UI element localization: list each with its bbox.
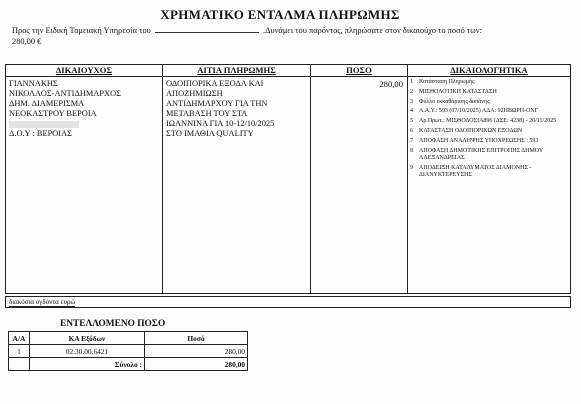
amount-value: 280,00 xyxy=(379,79,403,89)
beneficiary-line: ΓΙΑΝΝΑΚΗΣ xyxy=(9,79,58,88)
amount-in-words: διακόσια ογδόντα ευρώ xyxy=(9,298,76,306)
document-text: ΜΙΣΘΟΛΟΤΙΚΗ ΚΑΤΑΣΤΑΣΗ xyxy=(419,88,497,95)
table-row xyxy=(9,345,248,358)
document-item xyxy=(410,89,568,96)
document-title: ΧΡΗΜΑΤΙΚΟ ΕΝΤΑΛΜΑ ΠΛΗΡΩΜΗΣ xyxy=(160,7,400,22)
beneficiary-cell xyxy=(6,77,162,139)
document-item xyxy=(410,138,568,145)
cause-line: ΑΠΟΖΗΜΙΩΣΗ xyxy=(166,89,223,98)
documents-column xyxy=(408,65,570,293)
documents-list xyxy=(408,77,570,179)
document-item xyxy=(410,99,568,106)
documents-header: ΔΙΚΑΙΟΛΟΓΗΤΙΚΑ xyxy=(408,65,570,77)
document-item xyxy=(410,79,568,86)
intro-text-end: .Δυνάμει του παρόντος, πληρώσατε στον δικαιούχο το ποσό των: xyxy=(263,26,482,35)
document-number: 8 xyxy=(410,147,413,154)
cause-line: ΙΩΑΝΝΙΝΑ ΓΙΑ 10-12/10/2025 xyxy=(166,119,275,128)
document-text: Κατάσταση Πληρωμής xyxy=(419,79,475,85)
document-text: ΑΠΟΦΑΣΗ ΔΗΜΟΤΙΚΗΣ ΕΠΙΤΡΟΠΗΣ ΔΗΜΟΥ ΑΛΕΞΑΝΔΡΕΙΑΣ xyxy=(419,147,543,161)
cause-line: ΟΔΟΙΠΟΡΙΚΑ ΕΞΟΔΑ ΚΑΙ xyxy=(166,79,264,88)
main-table xyxy=(5,64,571,294)
document-number: 9 xyxy=(410,164,413,171)
cause-column xyxy=(163,65,311,293)
cause-line: ΣΤΟ ΙΜΑΘΙΑ QUALITY xyxy=(166,129,254,138)
document-item xyxy=(410,128,568,135)
budget-header-row xyxy=(9,332,248,345)
total-label: Σύνολο : xyxy=(30,358,145,371)
cause-cell xyxy=(163,77,310,139)
document-item xyxy=(410,108,568,115)
index-header: Α/Α xyxy=(9,332,30,345)
total-value: 280,00 xyxy=(145,358,248,371)
beneficiary-line: ΝΙΚΟΛΑΟΣ-ΑΝΤΙΔΗΜΑΡΧΟΣ xyxy=(9,89,122,98)
budget-table xyxy=(8,331,248,371)
document-number: 5 xyxy=(410,118,413,125)
amount-in-words-row xyxy=(5,296,571,308)
document-text: Φύλλο εκκαθάρισης δαπάνης xyxy=(419,98,490,105)
row-index: 1 xyxy=(9,345,30,358)
total-empty-cell xyxy=(9,358,30,371)
document-text: Αρ.Πρωτ.: ΜΙΣΘΟΔΟΣΙΑ896 (ΔΣΕ: 4238) - 20/11/2025 xyxy=(419,118,557,125)
expense-code-header: ΚΑ Εξόδων xyxy=(30,332,145,345)
redacted-field xyxy=(9,119,162,129)
document-number: 4 xyxy=(410,108,413,115)
cause-line: ΑΝΤΙΔΗΜΑΡΧΟΥ ΓΙΑ ΤΗΝ xyxy=(166,99,268,108)
beneficiary-line: ΝΕΟΚΑΣΤΡΟΥ ΒΕΡΟΙΑ xyxy=(9,109,97,118)
cause-header: ΑΙΤΙΑ ΠΛΗΡΩΜΗΣ xyxy=(163,65,310,77)
document-text: ΚΑΤΑΣΤΑΣΗ ΟΔΟΙΠΟΡΙΚΩΝ ΕΞΟΔΩΝ xyxy=(419,127,523,134)
row-amount: 280,00 xyxy=(145,345,248,358)
intro-amount: 280,00 € xyxy=(12,37,42,46)
document-number: 3 xyxy=(410,98,413,105)
budget-title: ΕΝΤΕΛΛΟΜΕΝΟ ΠΟΣΟ xyxy=(60,319,166,329)
cause-line: ΜΕΤΑΒΑΣΗ ΤΟΥ ΣΤΑ xyxy=(166,109,248,118)
total-row xyxy=(9,358,248,371)
document-number: 6 xyxy=(410,127,413,134)
document-item xyxy=(410,148,568,162)
document-number: 1 xyxy=(410,79,413,85)
amount-header: ΠΟΣΟ xyxy=(311,65,407,77)
amount-column xyxy=(311,65,408,293)
intro-blank-line xyxy=(155,25,259,33)
beneficiary-header: ΔΙΚΑΙΟΥΧΟΣ xyxy=(6,65,162,77)
amount-header: Ποσό xyxy=(145,332,248,345)
document-text: ΑΠΟΔΕΙΞΗ ΚΑΤΑΛΥΜΑΤΟΣ ΔΙΑΜΟΝΗΣ - ΔΙΑΝΥΚΤΕΡΕΥΣΗΣ xyxy=(419,164,532,178)
row-expense-code: 02.30.00.6421 xyxy=(30,345,145,358)
beneficiary-line: ΔΗΜ. ΔΙΑΜΕΡΙΣΜΑ xyxy=(9,99,85,108)
redaction-mark xyxy=(9,121,79,128)
intro-paragraph xyxy=(12,25,568,47)
document-text: ΑΠΟΦΑΣΗ ΑΝΑΛΗΨΗΣ ΥΠΟΧΡΕΩΣΗΣ : 593 xyxy=(419,137,539,144)
document-item xyxy=(410,118,568,125)
document-text: Α.Α.Υ.: 593 (07/10/2025) ΑΔΑ: 92ΗΒΩΡΠ-ΟΝΓ xyxy=(419,108,539,115)
document-number: 2 xyxy=(410,88,413,95)
document-item xyxy=(410,165,568,179)
beneficiary-column xyxy=(6,65,163,293)
tax-office-line: Δ.Ο.Υ : ΒΕΡΟΙΑΣ xyxy=(9,129,72,138)
document-number: 7 xyxy=(410,137,413,144)
intro-text-start: Προς την Ειδική Ταμειακή Υπηρεσία του xyxy=(12,26,151,35)
